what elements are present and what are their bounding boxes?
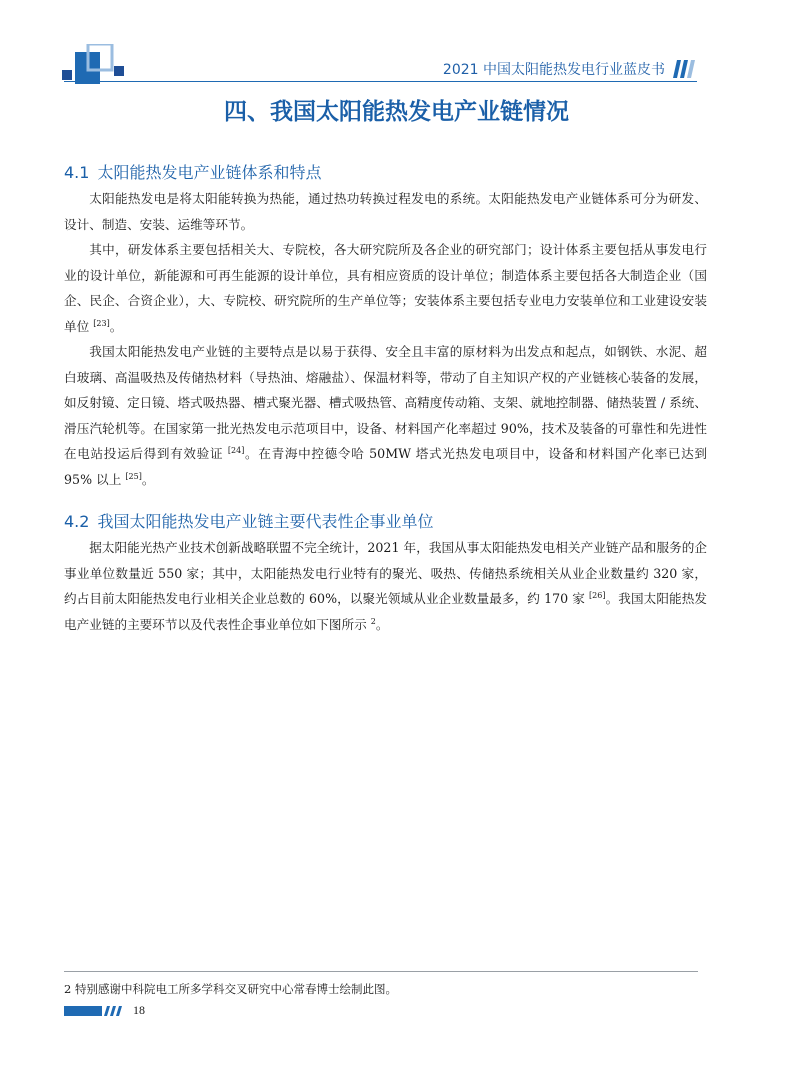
body-paragraph — [64, 535, 707, 637]
slash-marks-icon — [669, 60, 697, 78]
footnote: 2 特别感谢中科院电工所多学科交叉研究中心常春博士绘制此图。 — [64, 982, 397, 996]
blue-squares-logo-icon — [62, 44, 132, 84]
paragraph-text: 。在青海中控德令哈 50MW 塔式光热发电项目中，设备和材料国产化率已达到 95% 以上 — [64, 446, 707, 487]
section-title: 太阳能热发电产业链体系和特点 — [97, 163, 322, 182]
citation-ref: [23] — [93, 318, 110, 328]
paragraph-text: 太阳能热发电是将太阳能转换为热能，通过热功转换过程发电的系统。太阳能热发电产业链体系可分为研发、设计、制造、安装、运维等环节。 — [64, 191, 707, 232]
citation-ref: [25] — [125, 471, 142, 481]
section-heading-4-1 — [64, 160, 321, 183]
section-number: 4.1 — [64, 163, 90, 182]
paragraph-text: 。 — [109, 318, 123, 334]
paragraph-text: 据太阳能光热产业技术创新战略联盟不完全统计，2021 年，我国从事太阳能热发电相关产业链产品和服务的企事业单位数量近 550 家；其中，太阳能热发电行业特有的聚光、吸热、传储热系统相关从业企业数量约 320 家，约占目前太阳能热发电行业相关企业总数的 60%，以聚光领域从业企业数量最多，约 170 家 — [64, 540, 707, 606]
section-number: 4.2 — [64, 512, 90, 531]
paragraph-text: 。 — [141, 471, 155, 487]
body-paragraph — [64, 339, 707, 492]
body-paragraph — [64, 186, 707, 237]
header-title: 2021 中国太阳能热发电行业蓝皮书 — [442, 62, 665, 78]
paragraph-text: 。我国太阳能热发电产业链的主要环节以及代表性企事业单位如下图所示 — [64, 591, 707, 632]
paragraph-text: 其中，研发体系主要包括相关大、专院校，各大研究院所及各企业的研究部门；设计体系主要包括从事发电行业的设计单位，新能源和可再生能源的设计单位，具有相应资质的设计单位；制造体系主要包括各大制造企业（国企、民企、合资企业），大、专院校、研究院所的生产单位等；安装体系主要包括专业电力安装单位和工业建设安装单位 — [64, 242, 707, 334]
paragraph-text: 我国太阳能热发电产业链的主要特点是以易于获得、安全且丰富的原材料为出发点和起点，如钢铁、水泥、超白玻璃、高温吸热及传储热材料（导热油、熔融盐）、保温材料等，带动了自主知识产权的产业链核心装备的发展，如反射镜、定日镜、塔式吸热器、槽式聚光器、槽式吸热管、高精度传动箱、支架、就地控制器、储热装置 / 系统、滑压汽轮机等。在国家第一批光热发电示范项目中，设备、材料国产化率超过 90%，技术及装备的可靠性和先进性在电站投运后得到有效验证 — [64, 344, 707, 461]
section-title: 我国太阳能热发电产业链主要代表性企事业单位 — [97, 512, 434, 531]
citation-ref: 2 — [370, 616, 376, 626]
paragraph-text: 。 — [375, 616, 389, 632]
body-paragraph — [64, 237, 707, 339]
section-heading-4-2 — [64, 509, 433, 532]
chapter-title: 四、我国太阳能热发电产业链情况 — [224, 99, 569, 125]
footnote-divider — [64, 971, 698, 972]
page-number-bar-icon — [64, 1006, 124, 1016]
section-body-4-2 — [64, 535, 707, 637]
header-rule — [64, 81, 697, 82]
citation-ref: [24] — [227, 445, 245, 455]
page-number: 18 — [133, 1003, 145, 1017]
section-body-4-1 — [64, 186, 707, 492]
citation-ref: [26] — [589, 590, 606, 600]
